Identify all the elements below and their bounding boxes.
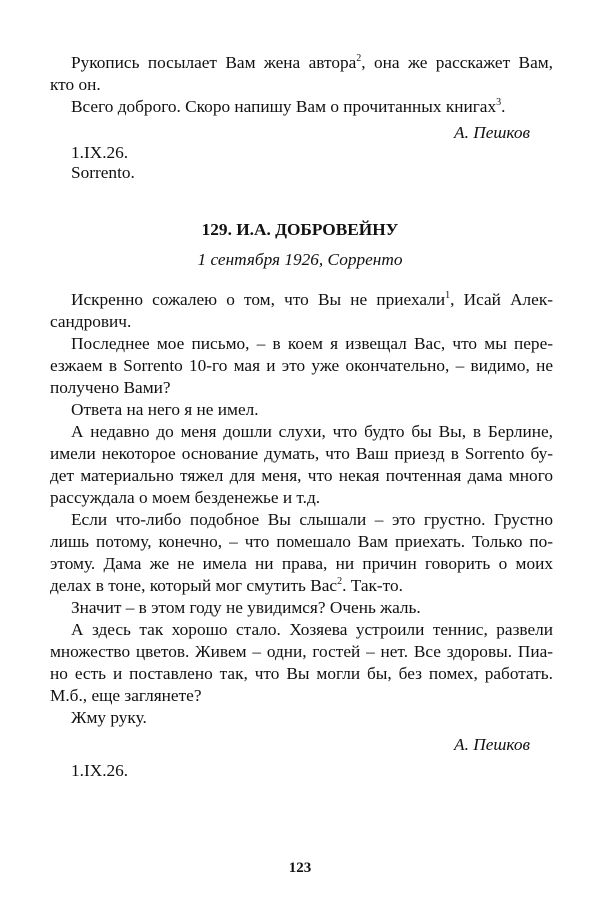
text-line [71, 708, 147, 728]
text-segment: А здесь так хорошо стало. Хозяева устроили теннис, развели [71, 620, 553, 639]
text-segment: Если что-либо подобное Вы слышали – это грустно. Грустно [71, 510, 553, 529]
letter-place: Sorrento. [71, 163, 135, 182]
text-segment: Жму руку. [71, 708, 147, 727]
text-segment: Всего доброго. Скоро напишу Вам о прочитанных книгах [71, 97, 497, 116]
text-segment: Значит – в этом году не увидимся? Очень жаль. [71, 598, 421, 617]
text-line [71, 510, 553, 530]
text-segment: лишь потому, конечно, – что помешало Вам приехать. Только по- [50, 532, 553, 551]
text-segment: Искренно сожалею о том, что Вы не приехали [71, 290, 446, 309]
signature: А. Пешков [454, 735, 530, 754]
text-line [71, 97, 505, 117]
text-segment: получено Вами? [50, 378, 171, 397]
text-line [71, 400, 259, 420]
text-line [71, 620, 553, 640]
text-line [50, 576, 403, 596]
text-line [50, 75, 101, 95]
text-segment: Последнее мое письмо, – в коем я извещал Вас, что мы пере- [71, 334, 553, 353]
text-segment: езжаем в Sorrento 10-го мая и это уже окончательно, – видимо, не [50, 356, 553, 375]
text-line [50, 378, 171, 398]
text-segment: Ответа на него я не имел. [71, 400, 259, 419]
text-line [71, 598, 421, 618]
text-segment: дет материально тяжел для меня, что некая почтенная дама много [50, 466, 553, 485]
text-segment: , она же расскажет Вам, [361, 53, 553, 72]
text-line [50, 444, 553, 464]
text-line [50, 554, 553, 574]
text-segment: имели некоторое основание думать, что Ваш приезд в Sorrento бу- [50, 444, 553, 463]
text-segment: кто он. [50, 75, 101, 94]
text-segment: Рукопись посылает Вам жена автора [71, 53, 357, 72]
signature: А. Пешков [454, 123, 530, 142]
text-segment: множество цветов. Живем – одни, гостей – нет. Все здоровы. Пиа- [50, 642, 553, 661]
text-line [50, 664, 553, 684]
text-line [71, 290, 553, 310]
letter-date: 1.IX.26. [71, 143, 129, 162]
page-number: 123 [288, 860, 312, 876]
footnote-marker[interactable]: 3 [496, 97, 502, 108]
text-segment: А недавно до меня дошли слухи, что будто бы Вы, в Берлине, [71, 422, 553, 441]
text-line [50, 312, 131, 332]
text-segment: М.б., еще заглянете? [50, 686, 202, 705]
text-line [50, 686, 202, 706]
text-segment: сандрович. [50, 312, 132, 331]
footnote-marker[interactable]: 2 [337, 576, 343, 587]
letter-date: 1.IX.26. [71, 761, 129, 780]
text-segment: , Исай Алек- [450, 290, 553, 309]
text-line [71, 422, 553, 442]
letter-heading: 129. И.А. ДОБРОВЕЙНУ [201, 220, 399, 239]
text-segment: делах в тоне, который мог смутить Вас [50, 576, 338, 595]
text-segment: но есть и поставлено так, что Вы могли бы, без помех, работать. [50, 664, 553, 683]
text-line [71, 53, 553, 73]
letter-dateline: 1 сентября 1926, Сорренто [197, 250, 403, 269]
text-line [50, 488, 320, 508]
text-line [71, 334, 553, 354]
footnote-marker[interactable]: 1 [445, 290, 451, 301]
text-line [50, 466, 553, 486]
text-line [50, 532, 553, 552]
text-line [50, 356, 553, 376]
footnote-marker[interactable]: 2 [356, 53, 362, 64]
text-segment: рассуждала о моем безденежье и т.д. [50, 488, 321, 507]
text-line [50, 642, 553, 662]
text-segment: . [501, 97, 506, 116]
text-segment: этому. Дама же не имела ни права, ни причин говорить о моих [50, 554, 553, 573]
text-segment: . Так-то. [342, 576, 403, 595]
